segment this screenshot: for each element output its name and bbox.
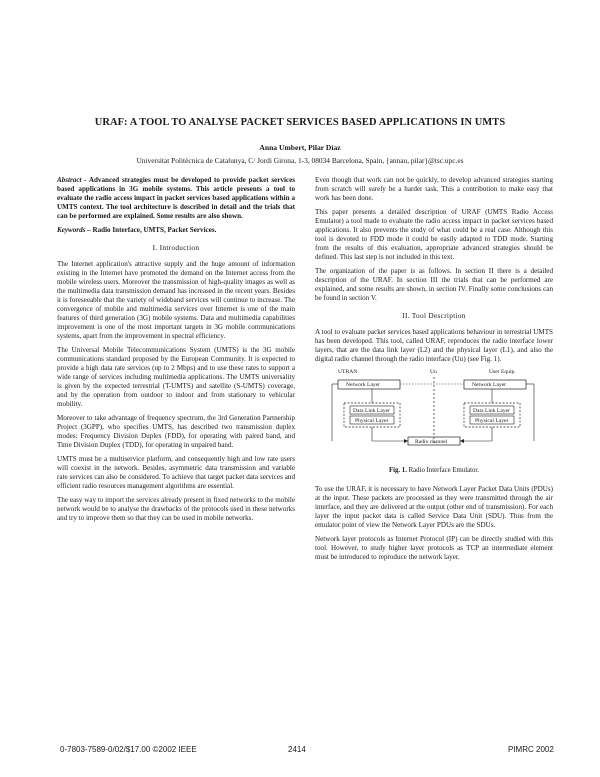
figure-radio-interface-emulator: [324, 369, 544, 463]
abstract-text: - Advanced strategies must be developed to provide packet services based applications in 3G mobile systems. This article presents a tool to evaluate the radio access impact in packet services based applications within a UMTS context. The tool architecture is described in detail and the trials that can be performed are explained. Some results are also shown.: [57, 176, 295, 220]
paragraph: The easy way to import the services already present in fixed networks to the mobile network would be to analyse the drawbacks of the protocols used in these networks and try to improve them so that they can be used in mobile networks.: [57, 496, 295, 522]
section-heading-tool-description: II. Tool Description: [402, 311, 466, 320]
footer-page-number: 2414: [288, 745, 306, 754]
phy-right-label: Physical Layer: [475, 417, 509, 424]
paragraph: Even though that work can not be quickly, to develop advanced strategies starting from scratch will surely be a harder task. This a contribution to make easy that work has been done.: [315, 176, 553, 202]
user-equipment-label: User Equip.: [489, 369, 516, 375]
paper-title: URAF: A TOOL TO ANALYSE PACKET SERVICES BASED APPLICATIONS IN UMTS: [94, 117, 506, 128]
figure-caption-text: Radio Interface Emulator.: [406, 467, 480, 474]
dll-left-label: Data Link Layer: [353, 407, 390, 414]
network-layer-left-label: Network Layer: [346, 381, 381, 388]
dll-right-label: Data Link Layer: [473, 407, 510, 414]
keywords-text: – Radio Interface, UMTS, Packet Services.: [85, 226, 217, 234]
footer-conference: PIMRC 2002: [508, 745, 554, 754]
paragraph: This paper presents a detailed description of URAF (UMTS Radio Access Emulator) a tool made to evaluate the radio access impact in packet services based applications. It also prevents the study of what could be a real case. Although this tool is devoted to FDD mode it could be easily adapted to TDD mode. Starting from the results of this evaluation, appropriate advanced strategies should be defined. This last step is not included in this text.: [315, 208, 553, 261]
radio-channel-label: Radio channel: [415, 438, 448, 445]
right-column: [315, 176, 553, 567]
utran-label: UTRAN: [338, 369, 358, 375]
footer-copyright: 0-7803-7589-0/02/$17.00 ©2002 IEEE: [60, 745, 197, 754]
paragraph: The organization of the paper is as follows. In section II there is a detailed description of the URAF. In section III the trials that can be performed are explained, and some results are shown, in section IV. Finally some conclusions can be found in section V.: [315, 267, 553, 302]
affiliation: Universitat Politècnica de Catalunya, C/ Jordi Girona, 1-3, 08034 Barcelona, Spain, {annau, pilar}@tsc.upc.es: [136, 156, 464, 165]
abstract: [57, 176, 295, 221]
left-column: [57, 176, 295, 528]
paragraph: To use the URAF, it is necessary to have Network Layer Packet Data Units (PDUs) at the input. These packets are processed as they were transmitted through the air interface, and they are delivered at the output (other end of transmission). For each layer the input packet data is called Service Data Unit (SDU). Thus from the emulator point of view the Network Layer PDUs are the SDUs.: [315, 485, 553, 529]
phy-left-label: Physical Layer: [355, 417, 389, 424]
figure-caption: [315, 466, 553, 475]
paragraph: Network layer protocols as Internet Protocol (IP) can be directly studied with this tool. However, to study higher layer protocols as TCP an intermediate element must be introduced to reproduce the network layer.: [315, 535, 553, 561]
paragraph: The Universal Mobile Telecommunications System (UMTS) is the 3G mobile communications standard proposed by the European Community. It is expected to provide a high data rate services (up to 2 Mbps) and to use these rates to support a wide range of services including multimedia applications. The UMTS universality is given by the expected terrestrial (T-UMTS) and satellite (S-UMTS) coverage, and by the operation from outdoor to indoor and from stationary to vehicular mobility.: [57, 346, 295, 408]
paragraph: A tool to evaluate packet services based applications behaviour in terrestrial UMTS has been developed. This tool, called URAF, reproduces the radio interface lower layers, that are the data link layer (L2) and the physical layer (L1), and also the digital radio channel through the radio interface (Uu) (see Fig. 1).: [315, 328, 553, 363]
figure-caption-label: Fig. 1.: [388, 467, 407, 474]
keywords: [57, 226, 295, 235]
authors: Anna Umbert, Pilar Díaz: [259, 143, 341, 152]
paragraph: UMTS must be a multiservice platform, and consequently high and low rate users will coexist in the network. Besides, asymmetric data transmission and variable rate services can also be considered. To achieve that target packet data services and efficient radio resources management algorithms are essential.: [57, 455, 295, 490]
paragraph: The Internet application's attractive supply and the huge amount of information existing in the Internet have promoted the demand on the Internet access from the mobile wireless users. Moreover the transmission of high-quality images as well as the multimedia data transmission demand has increased in the recent years. Besides it is foreseeable that the variety of wideband services will continue to increase. The convergence of mobile and multimedia services over Internet is one of the main features of third generation (3G) mobile systems. Data and multimedia capabilities improvement is one of the most important targets in 3G mobile communications systems, apart from the improvement in spectral efficiency.: [57, 260, 295, 340]
uu-label: Uu: [430, 369, 437, 375]
section-heading-introduction: I. Introduction: [152, 243, 200, 252]
abstract-label: Abstract: [57, 176, 82, 184]
paragraph: Moreover to take advantage of frequency spectrum, the 3rd Generation Partnership Project (3GPP), who specifies UMTS, has described two transmission duplex modes: Frequency Division Duplex (FDD), for operating with paired band, and Time Division Duplex (TDD), for operating in unpaired band.: [57, 414, 295, 449]
network-layer-right-label: Network Layer: [472, 381, 507, 388]
keywords-label: Keywords: [57, 226, 86, 234]
